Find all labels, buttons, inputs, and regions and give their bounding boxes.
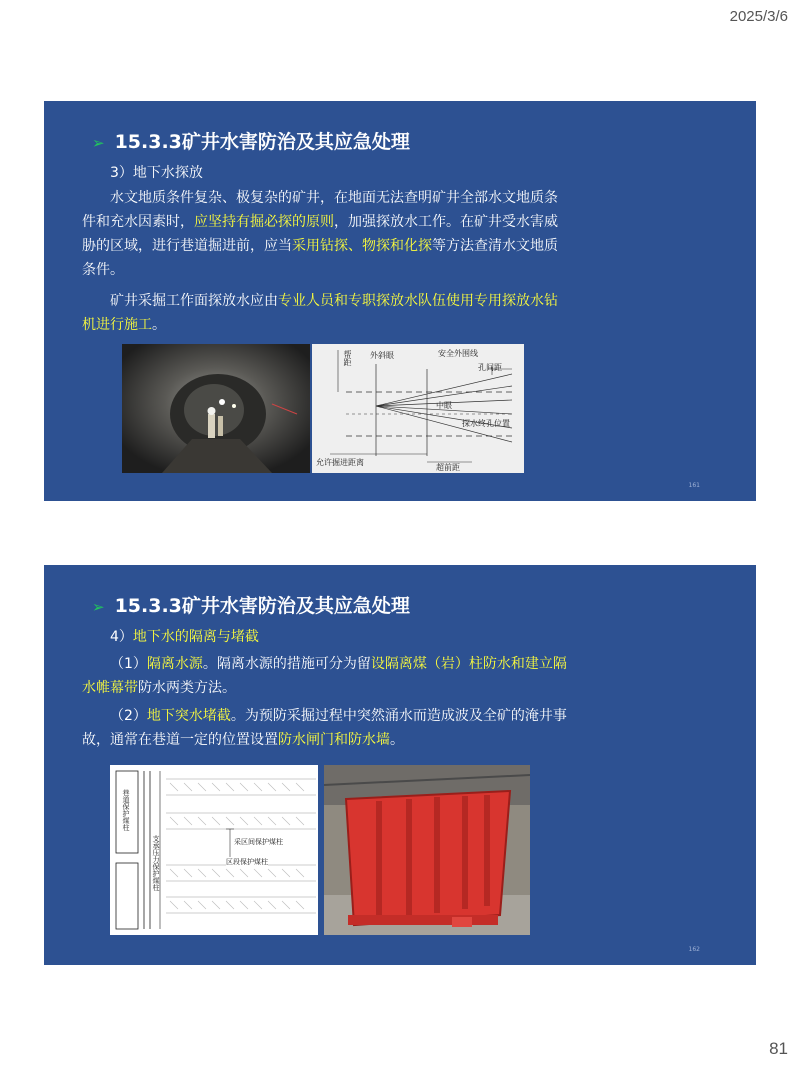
highlight-text: 应坚持有掘必探的原则	[194, 214, 334, 230]
diagram-label: 外斜眼	[370, 351, 394, 360]
diagram-label: 探水终孔位置	[462, 419, 510, 428]
diagram-label: 支承压力保护煤柱	[152, 835, 160, 891]
slide-number: 162	[688, 946, 700, 953]
paragraph-2	[82, 289, 568, 337]
highlight-text: 防水闸门和防水墙	[278, 732, 390, 748]
slide-title-text: 15.3.3矿井水害防治及其应急处理	[114, 131, 410, 153]
diagram-label: 区段保护煤柱	[226, 858, 268, 866]
coal-pillar-diagram	[110, 765, 318, 935]
heading-text: 3）地下水探放	[110, 165, 203, 181]
slide-161	[44, 101, 756, 501]
flood-door-photo	[324, 765, 530, 935]
text: 4）	[110, 629, 133, 645]
diagram-label: 帮距	[343, 350, 352, 366]
text: （2）	[110, 708, 147, 724]
arrow-bullet-icon: ➢	[92, 134, 105, 152]
highlight-text: 地下水的隔离与堵截	[132, 629, 259, 645]
diagram-label: 允许掘进距离	[316, 458, 364, 467]
paragraph-1	[82, 652, 568, 700]
arrow-bullet-icon: ➢	[92, 598, 105, 616]
text: （1）	[110, 656, 147, 672]
text: 。为预防采掘过程中突然涌水而造成波及全矿的淹井事故，通常在巷道一定的位置设置	[82, 708, 567, 748]
paragraph-2	[82, 704, 568, 752]
highlight-text: 隔离水源	[146, 656, 203, 672]
tunnel-photo	[122, 344, 310, 473]
text: 水文地质条件复杂、极复杂的矿井，在地面无法查明矿井全部水文地质条件和充水因素时，	[82, 190, 558, 230]
diagram-label: 采区间保护煤柱	[234, 838, 283, 846]
slide-162	[44, 565, 756, 965]
text: 等方法查清水文地质条件。	[82, 238, 558, 278]
drilling-layout-diagram	[312, 344, 524, 473]
slide-title	[92, 127, 410, 154]
slide-number: 161	[688, 482, 700, 489]
highlight-text: 地下突水堵截	[146, 708, 231, 724]
page-number: 81	[769, 1039, 788, 1058]
section-heading	[82, 161, 568, 185]
text: 。	[390, 732, 404, 748]
text: 。隔离水源的措施可分为留	[202, 656, 371, 672]
text: 防水两类方法。	[138, 680, 236, 696]
highlight-text: 采用钻探、物探和化探	[292, 238, 432, 254]
highlight-text: 设隔离煤（岩）柱防水和建立隔水帷幕带	[82, 656, 567, 696]
diagram-label: 超前距	[436, 463, 460, 472]
highlight-text: 专业人员和专职探放水队伍使用专用探放水钻机进行施工	[82, 293, 558, 333]
diagram-label: 中眼	[436, 401, 452, 410]
page-date: 2025/3/6	[729, 8, 788, 25]
slide-title-text: 15.3.3矿井水害防治及其应急处理	[114, 595, 410, 617]
section-heading	[82, 625, 568, 649]
text: ，加强探放水工作。在矿井受水害威胁的区域，进行巷道掘进前，应当	[82, 214, 558, 254]
text: 。	[152, 317, 166, 333]
paragraph-1	[82, 186, 568, 282]
diagram-label: 安全外围线	[438, 349, 478, 358]
diagram-label: 巷道保护煤柱	[122, 789, 130, 831]
text: 矿井采掘工作面探放水应由	[110, 293, 278, 309]
diagram-label: 孔间距	[478, 363, 502, 372]
slide-title	[92, 591, 410, 618]
